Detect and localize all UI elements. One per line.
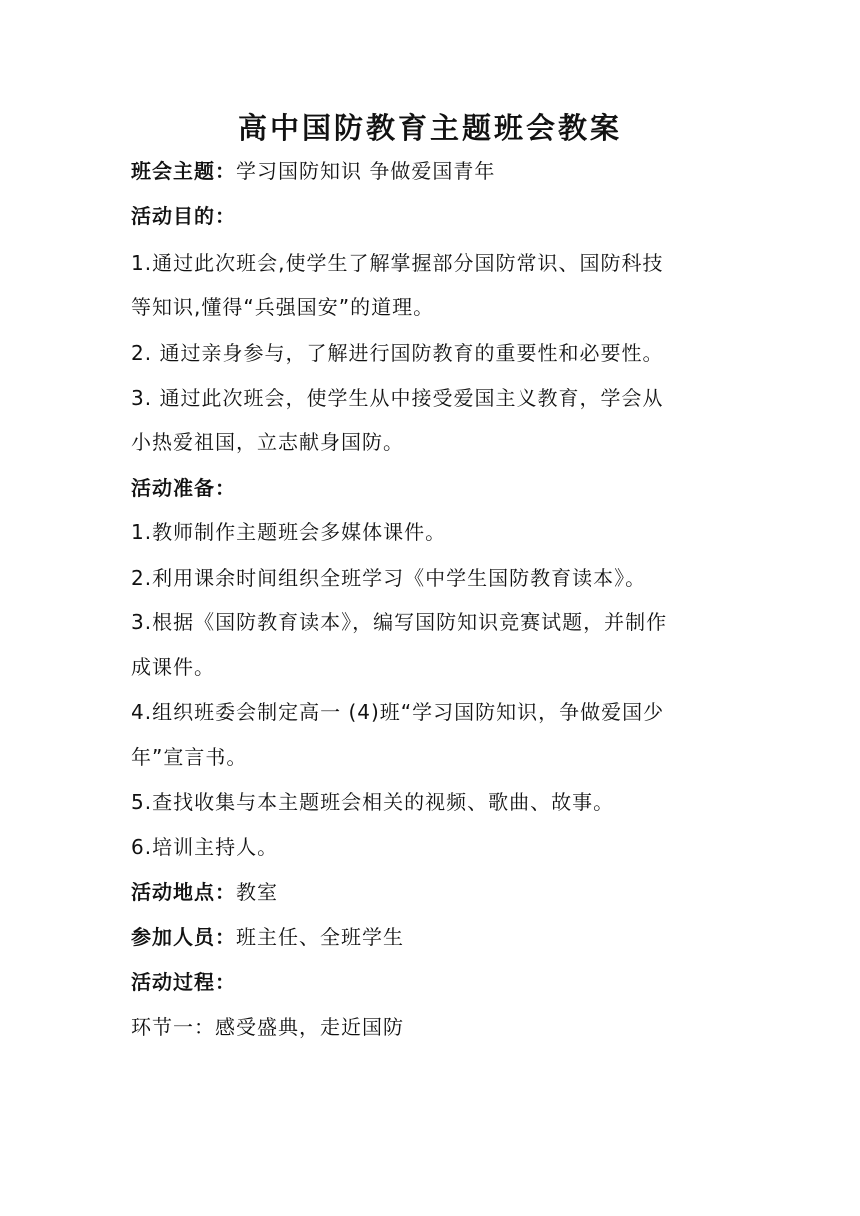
prep-line: 1.教师制作主题班会多媒体课件。: [131, 520, 447, 544]
theme-label: 班会主题：: [131, 159, 236, 183]
prep-line: 5.查找收集与本主题班会相关的视频、歌曲、故事。: [131, 790, 615, 814]
process-label: 活动过程：: [131, 970, 236, 994]
people-value: 班主任、全班学生: [236, 925, 404, 949]
purpose-line: 等知识,懂得“兵强国安”的道理。: [131, 295, 435, 319]
theme-line: [131, 157, 741, 185]
place-value: 教室: [236, 880, 278, 904]
prep-label: 活动准备：: [131, 476, 236, 500]
prep-line: 4.组织班委会制定高一 (4)班“学习国防知识，争做爱国少: [131, 700, 665, 724]
prep-line: 年”宣言书。: [131, 745, 248, 769]
process-step: 环节一：感受盛典，走近国防: [131, 1015, 404, 1039]
purpose-line: 2. 通过亲身参与，了解进行国防教育的重要性和必要性。: [131, 341, 664, 365]
prep-line: 3.根据《国防教育读本》，编写国防知识竞赛试题，并制作: [131, 610, 668, 634]
purpose-label: 活动目的：: [131, 204, 236, 228]
place-label: 活动地点：: [131, 880, 236, 904]
prep-line: 2.利用课余时间组织全班学习《中学生国防教育读本》。: [131, 566, 647, 590]
purpose-line: 3. 通过此次班会，使学生从中接受爱国主义教育，学会从: [131, 386, 664, 410]
purpose-line: 1.通过此次班会,使学生了解掌握部分国防常识、国防科技: [131, 251, 664, 275]
document-title: 高中国防教育主题班会教案: [237, 111, 622, 145]
prep-line: 6.培训主持人。: [131, 835, 279, 859]
people-line: [131, 923, 741, 951]
prep-line: 成课件。: [131, 655, 215, 679]
place-line: [131, 878, 741, 906]
people-label: 参加人员：: [131, 925, 236, 949]
purpose-line: 小热爱祖国，立志献身国防。: [131, 430, 404, 454]
theme-value: 学习国防知识 争做爱国青年: [236, 159, 496, 183]
